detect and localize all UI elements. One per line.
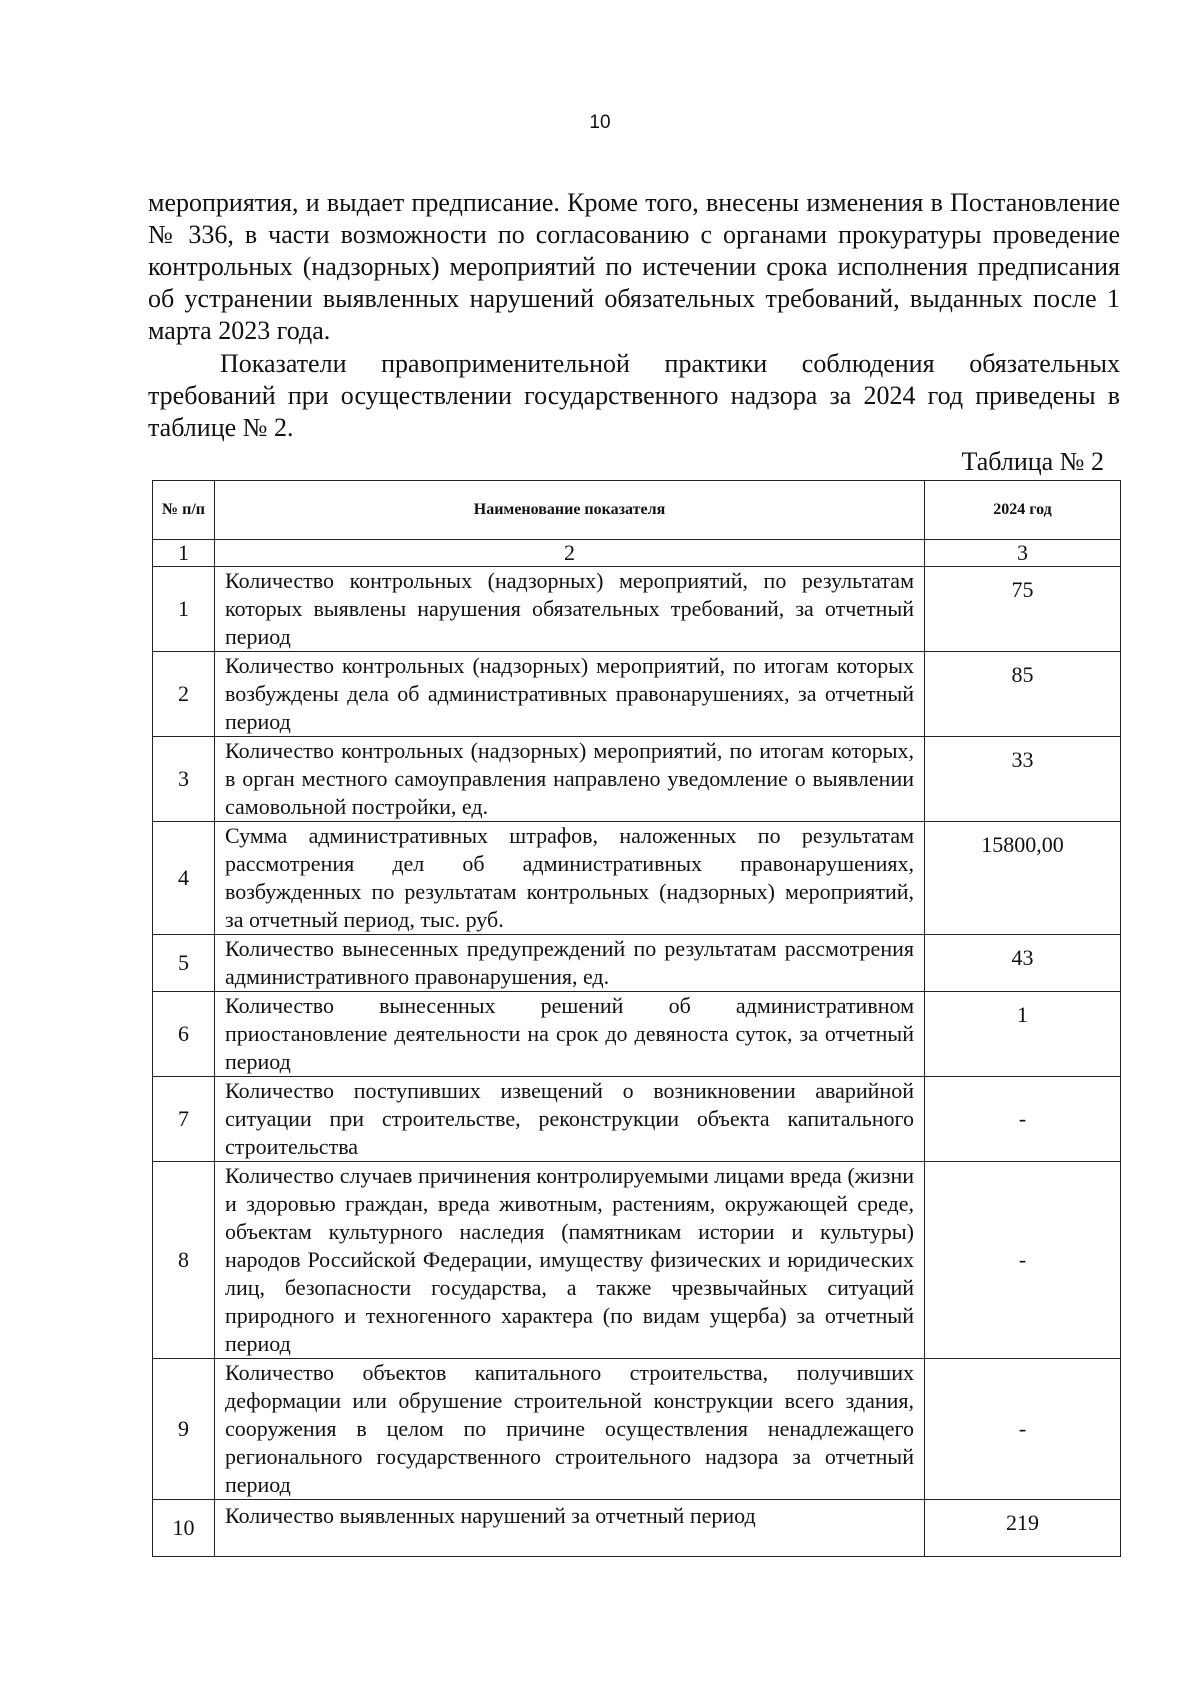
indicator-name: Сумма административных штрафов, наложенных по результатам рассмотрения дел об административных правонарушениях, возбужденных по результатам контрольных (надзорных) мероприятий, за отчетный период, тыс. руб.	[215, 822, 925, 935]
indicator-name: Количество объектов капитального строительства, получивших деформации или обрушение строительной конструкции всего здания, сооружения в целом по причине осуществления ненадлежащего регионального государственного строительного надзора за отчетный период	[215, 1359, 925, 1500]
indicator-name: Количество контрольных (надзорных) мероприятий, по итогам которых возбуждены дела об административных правонарушениях, за отчетный период	[215, 652, 925, 737]
indicator-value: 33	[925, 737, 1121, 822]
indicator-value: 1	[925, 992, 1121, 1077]
indicator-value: 43	[925, 935, 1121, 992]
row-number: 9	[153, 1359, 215, 1500]
row-number: 1	[153, 567, 215, 652]
indicator-name: Количество контрольных (надзорных) мероприятий, по итогам которых, в орган местного самоуправления направлено уведомление о выявлении самовольной постройки, ед.	[215, 737, 925, 822]
table-row	[153, 567, 1121, 652]
table-row	[153, 992, 1121, 1077]
table-row	[153, 737, 1121, 822]
indicator-value: 219	[925, 1500, 1121, 1557]
table-row	[153, 1359, 1121, 1500]
body-paragraph-2: Показатели правоприменительной практики соблюдения обязательных требований при осуществлении государственного надзора за 2024 год приведены в таблице № 2.	[148, 349, 1120, 442]
row-number: 7	[153, 1077, 215, 1162]
row-number: 5	[153, 935, 215, 992]
header-name: Наименование показателя	[215, 481, 925, 540]
indicator-name: Количество выявленных нарушений за отчетный период	[215, 1500, 925, 1557]
row-number: 6	[153, 992, 215, 1077]
table-row	[153, 935, 1121, 992]
table-row	[153, 1500, 1121, 1557]
indicator-name: Количество контрольных (надзорных) мероприятий, по результатам которых выявлены нарушения обязательных требований, за отчетный период	[215, 567, 925, 652]
indicator-value: -	[925, 1162, 1121, 1359]
table-row	[153, 1162, 1121, 1359]
table-caption: Таблица № 2	[961, 447, 1104, 476]
header-num: № п/п	[153, 481, 215, 540]
row-number: 2	[153, 652, 215, 737]
column-number: 2	[215, 540, 925, 567]
indicators-table	[152, 480, 1121, 1557]
row-number: 4	[153, 822, 215, 935]
body-paragraph-1: мероприятия, и выдает предписание. Кроме того, внесены изменения в Постановление № 336, в части возможности по согласованию с органами прокуратуры проведение контрольных (надзорных) мероприятий по истечении срока исполнения предписания об устранении выявленных нарушений обязательных требований, выданных после 1 марта 2023 года.	[148, 188, 1120, 345]
row-number: 8	[153, 1162, 215, 1359]
indicator-value: -	[925, 1077, 1121, 1162]
column-number: 1	[153, 540, 215, 567]
table-row	[153, 652, 1121, 737]
indicator-value: 85	[925, 652, 1121, 737]
column-number-row	[153, 540, 1121, 567]
row-number: 3	[153, 737, 215, 822]
indicator-name: Количество вынесенных предупреждений по результатам рассмотрения административного правонарушения, ед.	[215, 935, 925, 992]
indicator-name: Количество вынесенных решений об административном приостановление деятельности на срок до девяноста суток, за отчетный период	[215, 992, 925, 1077]
table-row	[153, 1077, 1121, 1162]
indicator-value: 15800,00	[925, 822, 1121, 935]
table-row	[153, 822, 1121, 935]
page-number: 10	[589, 112, 611, 133]
header-value: 2024 год	[925, 481, 1121, 540]
indicator-value: 75	[925, 567, 1121, 652]
indicator-value: -	[925, 1359, 1121, 1500]
indicator-name: Количество поступивших извещений о возникновении аварийной ситуации при строительстве, реконструкции объекта капитального строительства	[215, 1077, 925, 1162]
indicator-name: Количество случаев причинения контролируемыми лицами вреда (жизни и здоровью граждан, вреда животным, растениям, окружающей среде, объектам культурного наследия (памятникам истории и культуры) народов Российской Федерации, имуществу физических и юридических лиц, безопасности государства, а также чрезвычайных ситуаций природного и техногенного характера (по видам ущерба) за отчетный период	[215, 1162, 925, 1359]
column-number: 3	[925, 540, 1121, 567]
table-header-row	[153, 481, 1121, 540]
row-number: 10	[153, 1500, 215, 1557]
